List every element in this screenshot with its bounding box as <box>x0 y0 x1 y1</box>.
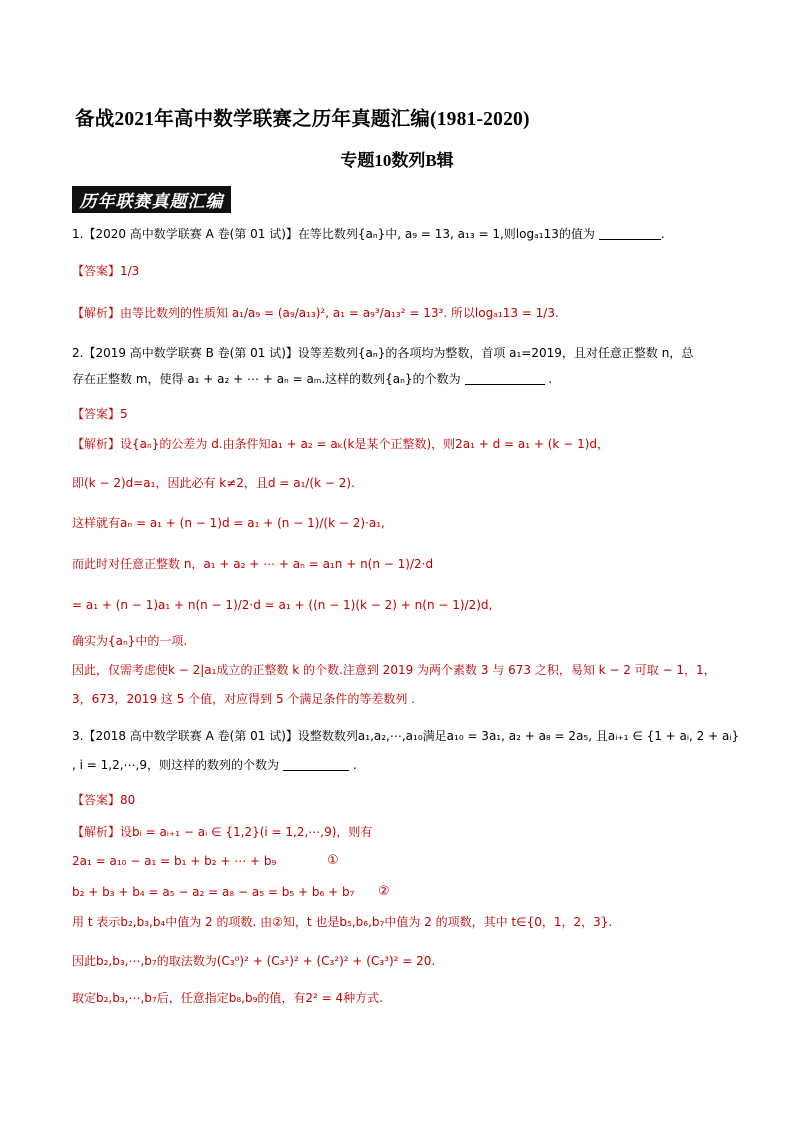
line-ending: . <box>660 227 665 241</box>
text-line <box>72 728 739 744</box>
text-line-content: 2a₁ = a₁₀ − a₁ = b₁ + b₂ + ⋯ + b₉ <box>72 854 277 868</box>
text-line <box>72 757 357 773</box>
text-line-content: 2.【2019 高中数学联赛 B 卷(第 01 试)】设等差数列{aₙ}的各项均为整数，首项 a₁=2019，且对任意正整数 n，总 <box>72 346 694 360</box>
answer-blank <box>465 373 545 385</box>
text-line-content: , i = 1,2,⋯,9，则这样的数列的个数为 <box>72 758 279 772</box>
text-line <box>72 597 492 613</box>
answer-blank <box>599 228 661 240</box>
text-line-content: 1.【2020 高中数学联赛 A 卷(第 01 试)】在等比数列{aₙ}中, a₉ = 13, a₁₃ = 1,则logₐ₁13的值为 <box>72 227 595 241</box>
text-line-content: 【答案】1/3 <box>72 264 140 278</box>
text-line-content: b₂ + b₃ + b₄ = a₅ − a₂ = a₈ − a₅ = b₅ + b₆ + b₇ <box>72 885 355 899</box>
text-line-content: = a₁ + (n − 1)a₁ + n(n − 1)/2·d = a₁ + ((n − 1)(k − 2) + n(n − 1)/2)d, <box>72 598 493 612</box>
text-line <box>72 792 135 808</box>
equation-marker: ① <box>327 853 339 868</box>
text-line <box>72 990 383 1006</box>
text-line-content: 这样就有aₙ = a₁ + (n − 1)d = a₁ + (n − 1)/(k − 2)·a₁, <box>72 516 385 530</box>
text-line-content: 而此时对任意正整数 n，a₁ + a₂ + ⋯ + aₙ = a₁n + n(n − 1)/2·d <box>72 557 434 571</box>
text-line-content: 【解析】由等比数列的性质知 a₁/a₉ = (a₉/a₁₃)², a₁ = a₉³/a₁₃² = 13³. 所以logₐ₁13 = 1/3. <box>72 306 559 320</box>
text-line <box>72 556 433 572</box>
text-line-content: 取定b₂,b₃,⋯,b₇后，任意指定b₈,b₉的值，有2² = 4种方式. <box>72 991 383 1005</box>
text-line-content: 确实为{aₙ}中的一项. <box>72 634 188 648</box>
text-line-content: 【解析】设bᵢ = aᵢ₊₁ − aᵢ ∈ {1,2}(i = 1,2,⋯,9)，则有 <box>72 825 373 839</box>
text-line-content: 【答案】80 <box>72 793 136 807</box>
text-line-content: 【解析】设{aₙ}的公差为 d.由条件知a₁ + a₂ = aₖ(k是某个正整数)，则2a₁ + d = a₁ + (k − 1)d， <box>72 437 610 451</box>
page-title: 备战2021年高中数学联赛之历年真题汇编(1981-2020) <box>75 109 530 130</box>
text-line-content: 因此，仅需考虑使k − 2|a₁成立的正整数 k 的个数.注意到 2019 为两个素数 3 与 673 之积，易知 k − 2 可取 − 1，1， <box>72 663 716 677</box>
text-line <box>72 371 552 387</box>
text-line-content: 3，673，2019 这 5 个值，对应得到 5 个满足条件的等差数列 . <box>72 692 416 706</box>
text-line <box>72 914 612 930</box>
text-line <box>72 475 355 491</box>
text-line <box>72 226 665 242</box>
text-line <box>72 345 693 361</box>
line-ending: . <box>349 758 357 772</box>
text-line-content: 3.【2018 高中数学联赛 A 卷(第 01 试)】设整数数列a₁,a₂,⋯,a₁₀满足a₁₀ = 3a₁, a₂ + a₈ = 2a₅, 且aᵢ₊₁ ∈ {1 + aᵢ, 2 + aᵢ} <box>72 729 740 743</box>
text-line <box>72 824 372 840</box>
text-line <box>72 953 435 969</box>
text-line <box>72 884 354 900</box>
text-line <box>72 633 187 649</box>
text-line <box>72 515 385 531</box>
answer-blank <box>283 759 349 771</box>
text-line <box>72 263 139 279</box>
section-badge: 历年联赛真题汇编 <box>72 186 231 213</box>
text-line <box>72 662 716 678</box>
text-line-content: 【答案】5 <box>72 407 128 421</box>
line-ending: . <box>544 372 553 386</box>
text-line-content: 即(k − 2)d=a₁，因此必有 k≠2，且d = a₁/(k − 2). <box>72 476 355 490</box>
text-line <box>72 691 415 707</box>
page-subtitle: 专题10数列B辑 <box>340 151 454 170</box>
text-line <box>72 436 609 452</box>
text-line <box>72 853 276 869</box>
text-line-content: 用 t 表示b₂,b₃,b₄中值为 2 的项数. 由②知，t 也是b₅,b₆,b₇中值为 2 的项数，其中 t∈{0，1，2，3}. <box>72 915 613 929</box>
equation-marker: ② <box>378 884 390 899</box>
text-line-content: 因此b₂,b₃,⋯,b₇的取法数为(C₃⁰)² + (C₃¹)² + (C₃²)² + (C₃³)² = 20. <box>72 954 436 968</box>
text-line <box>72 305 559 321</box>
text-line-content: 存在正整数 m，使得 a₁ + a₂ + ⋯ + aₙ = aₘ.这样的数列{aₙ}的个数为 <box>72 372 461 386</box>
text-line <box>72 406 128 422</box>
